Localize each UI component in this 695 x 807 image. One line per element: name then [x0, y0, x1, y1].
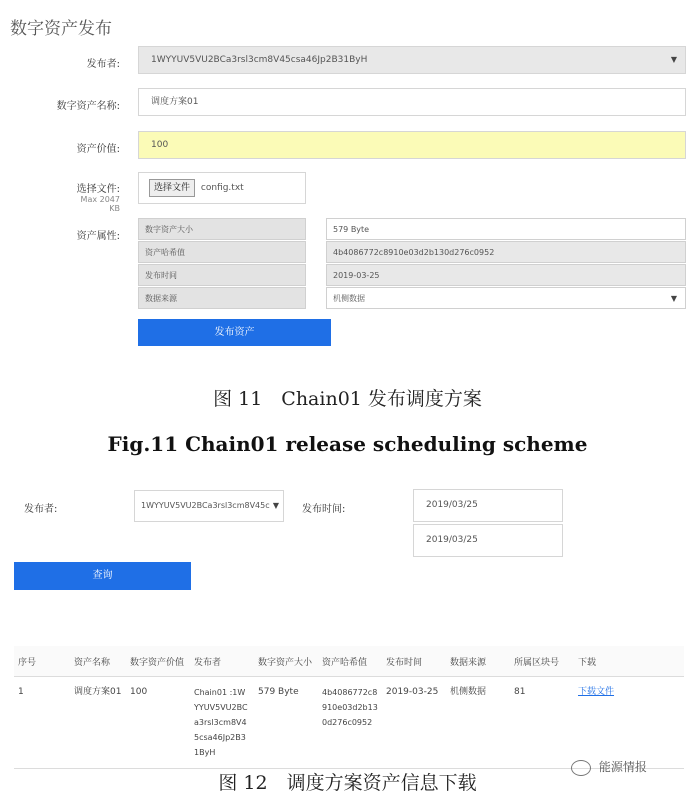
prop-key-size: 数字资产大小: [138, 218, 306, 240]
asset-name-input[interactable]: [138, 88, 686, 116]
fig12-caption-cn: 图 12 调度方案资产信息下载: [218, 772, 477, 794]
cell-publisher: Chain01 :1WYYUV5VU2BCa3rsl3cm8V45csa46Jp2B31ByH: [190, 677, 254, 769]
form-title: 数字资产发布: [10, 19, 112, 39]
publish-asset-button[interactable]: 发布资产: [138, 319, 331, 346]
cell-size: 579 Byte: [254, 677, 318, 769]
query-button[interactable]: 查询: [14, 562, 191, 590]
fig11-caption-cn: 图 11 Chain01 发布调度方案: [213, 388, 482, 410]
watermark-text: 能源情报: [598, 760, 647, 774]
query-publisher-select[interactable]: [134, 490, 284, 522]
file-max-note: Max 2047 KB: [80, 195, 120, 213]
prop-value-source: 机侧数据: [333, 294, 365, 303]
column-header: 下载: [574, 646, 684, 677]
prop-value-time: 2019-03-25: [326, 264, 686, 286]
publisher-select-value: 1WYYUV5VU2BCa3rsl3cm8V45csa46Jp2B31ByH: [151, 55, 368, 65]
query-publisher-value: 1WYYUV5VU2BCa3rsl3cm8V45c: [141, 501, 270, 510]
prop-value-hash: 4b4086772c8910e03d2b130d276c0952: [326, 241, 686, 263]
column-header: 数字资产价值: [126, 646, 190, 677]
date-to-input[interactable]: [413, 524, 563, 557]
publisher-label: 发布者:: [86, 59, 120, 70]
column-header: 数据来源: [446, 646, 510, 677]
cell-index: 1: [14, 677, 70, 769]
watermark: [571, 758, 647, 776]
column-header: 资产哈希值: [318, 646, 382, 677]
chevron-down-icon: ▼: [670, 294, 677, 303]
choose-file-button[interactable]: 选择文件: [149, 179, 195, 197]
props-label: 资产属性:: [76, 231, 120, 242]
cell-value: 100: [126, 677, 190, 769]
column-header: 发布者: [190, 646, 254, 677]
chevron-down-icon: ▼: [271, 491, 279, 521]
query-publisher-label: 发布者:: [24, 504, 58, 515]
table-header-row: [14, 646, 684, 677]
file-name: config.txt: [200, 183, 244, 193]
cell-name: 调度方案01: [70, 677, 126, 769]
table-row: [14, 677, 684, 769]
column-header: 发布时间: [382, 646, 446, 677]
column-header: 所属区块号: [510, 646, 574, 677]
cell-source: 机侧数据: [446, 677, 510, 769]
asset-value-value: 100: [151, 140, 169, 150]
date-from-value: 2019/03/25: [426, 500, 478, 510]
prop-value-size: 579 Byte: [326, 218, 686, 240]
asset-value-input[interactable]: [138, 131, 686, 159]
download-file-link[interactable]: 下载文件: [578, 687, 615, 697]
date-to-value: 2019/03/25: [426, 535, 478, 545]
fig11-caption-en: Fig.11 Chain01 release scheduling scheme: [107, 432, 588, 456]
asset-name-label: 数字资产名称:: [56, 101, 120, 112]
asset-value-label: 资产价值:: [76, 144, 120, 155]
result-table: [14, 646, 684, 769]
cell-time: 2019-03-25: [382, 677, 446, 769]
query-time-label: 发布时间:: [302, 504, 346, 515]
cell-download: [574, 677, 684, 769]
column-header: 数字资产大小: [254, 646, 318, 677]
prop-key-source: 数据来源: [138, 287, 306, 309]
file-chooser: [138, 172, 306, 204]
wechat-icon: [571, 760, 591, 776]
asset-name-value: 调度方案01: [151, 97, 199, 107]
publisher-select[interactable]: [138, 46, 686, 74]
prop-value-source-select[interactable]: [326, 287, 686, 309]
cell-hash: 4b4086772c8910e03d2b130d276c0952: [318, 677, 382, 769]
column-header: 资产名称: [70, 646, 126, 677]
column-header: 序号: [14, 646, 70, 677]
prop-key-time: 发布时间: [138, 264, 306, 286]
cell-block: 81: [510, 677, 574, 769]
prop-key-hash: 资产哈希值: [138, 241, 306, 263]
date-from-input[interactable]: [413, 489, 563, 522]
file-label: 选择文件:: [76, 184, 120, 195]
chevron-down-icon: ▼: [670, 55, 677, 64]
